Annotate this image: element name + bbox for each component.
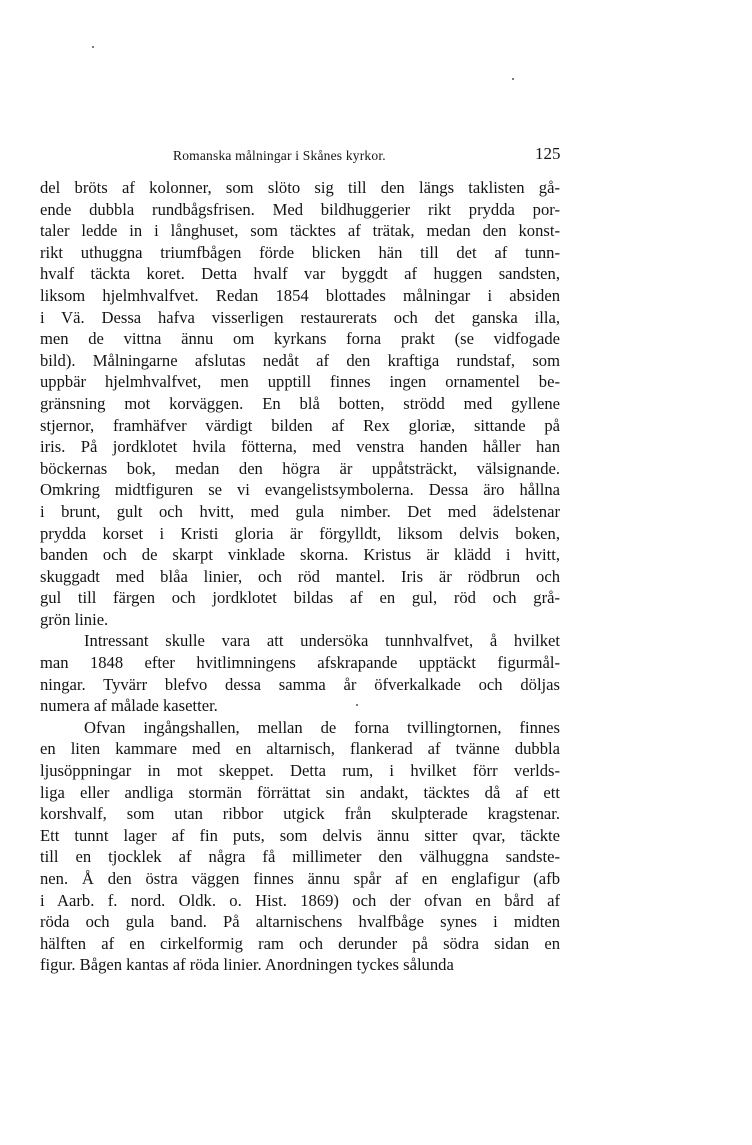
text-line: till en tjocklek af några få millimeter den välhuggna sandste- [40,847,560,867]
speck [92,46,94,48]
text-line: hälften af en cirkelformig ram och derunder på södra sidan en [40,933,560,953]
speck [356,704,358,706]
text-line: men de vittna ännu om kyrkans forna prakt (se vidfogade [40,329,560,349]
text-line: gränsning mot korväggen. En blå botten, strödd med gyllene [40,393,560,413]
text-line: ljusöppningar in mot skeppet. Detta rum, i hvilket förr verlds- [40,761,560,781]
text-line: banden och de skarpt vinklade skorna. Kristus är klädd i hvitt, [40,545,560,565]
text-line: iris. På jordklotet hvila fötterna, med venstra handen håller han [40,437,560,457]
text-line: hvalf täckta koret. Detta hvalf var byggdt af huggen sandsten, [40,264,560,284]
text-line: ningar. Tyvärr blefvo dessa samma år öfverkalkade och döljas [40,674,560,694]
text-line: en liten kammare med en altarnisch, flankerad af tvänne dubbla [40,739,560,759]
text-line: uppbär hjelmhvalfvet, men upptill finnes ingen ornamentel be- [40,372,560,392]
speck [512,78,514,80]
body-text [40,177,560,976]
text-line: röda och gula band. På altarnischens hvalfbåge synes i midten [40,912,560,932]
text-line: bild). Målningarne afslutas nedåt af den kraftiga rundstaf, som [40,350,560,370]
text-line: skuggadt med blåa linier, och röd mantel. Iris är rödbrun och [40,566,560,586]
text-line: Omkring midtfiguren se vi evangelistsymbolerna. Dessa äro hållna [40,480,560,500]
text-line: i brunt, gult och hvitt, med gula nimber. Det med ädelstenar [40,501,560,521]
page-number: 125 [535,144,561,163]
text-line: korshvalf, som utan ribbor utgick från skulpterade kragstenar. [40,804,560,824]
text-line: Ett tunnt lager af fin puts, som delvis ännu sitter qvar, täckte [40,825,560,845]
text-line: liksom hjelmhvalfvet. Redan 1854 blottades målningar i absiden [40,285,560,305]
running-header [40,144,560,168]
text-line: taler ledde in i långhuset, som täcktes af trätak, medan den konst- [40,221,560,241]
text-line: del bröts af kolonner, som slöto sig till den längs taklisten gå- [40,178,560,197]
text-line: man 1848 efter hvitlimningens afskrapande upptäckt figurmål- [40,653,560,673]
text-line: grön linie. [40,609,109,629]
running-title: Romanska målningar i Skånes kyrkor. [173,148,386,163]
text-line: böckernas bok, medan den högra är uppåtsträckt, välsignande. [40,458,560,478]
text-line: stjernor, framhäfver värdigt bilden af Rex gloriæ, sittande på [40,415,560,435]
text-line: liga eller andliga stormän förrättat sin andakt, täcktes då af ett [40,782,560,802]
text-line: rikt uthuggna triumfbågen förde blicken hän till det af tunn- [40,242,560,262]
text-line: nen. Å den östra väggen finnes ännu spår af en englafigur (afb [40,869,560,888]
text-line: Intressant skulle vara att undersöka tunnhvalfvet, å hvilket [84,631,560,651]
text-line: i Aarb. f. nord. Oldk. o. Hist. 1869) och der ofvan en bård af [40,890,560,910]
text-line: i Vä. Dessa hafva visserligen restaurerats och det ganska illa, [40,307,560,327]
text-line: prydda korset i Kristi gloria är förgylldt, liksom delvis boken, [40,523,560,543]
text-line: figur. Bågen kantas af röda linier. Anordningen tyckes sålunda [40,955,454,975]
text-line: ende dubbla rundbågsfrisen. Med bildhuggerier rikt prydda por- [40,199,560,219]
text-line: numera af målade kasetter. [40,696,218,716]
text-line: Ofvan ingångshallen, mellan de forna tvillingtornen, finnes [84,717,560,737]
text-line: gul till färgen och jordklotet bildas af en gul, röd och grå- [40,588,560,608]
